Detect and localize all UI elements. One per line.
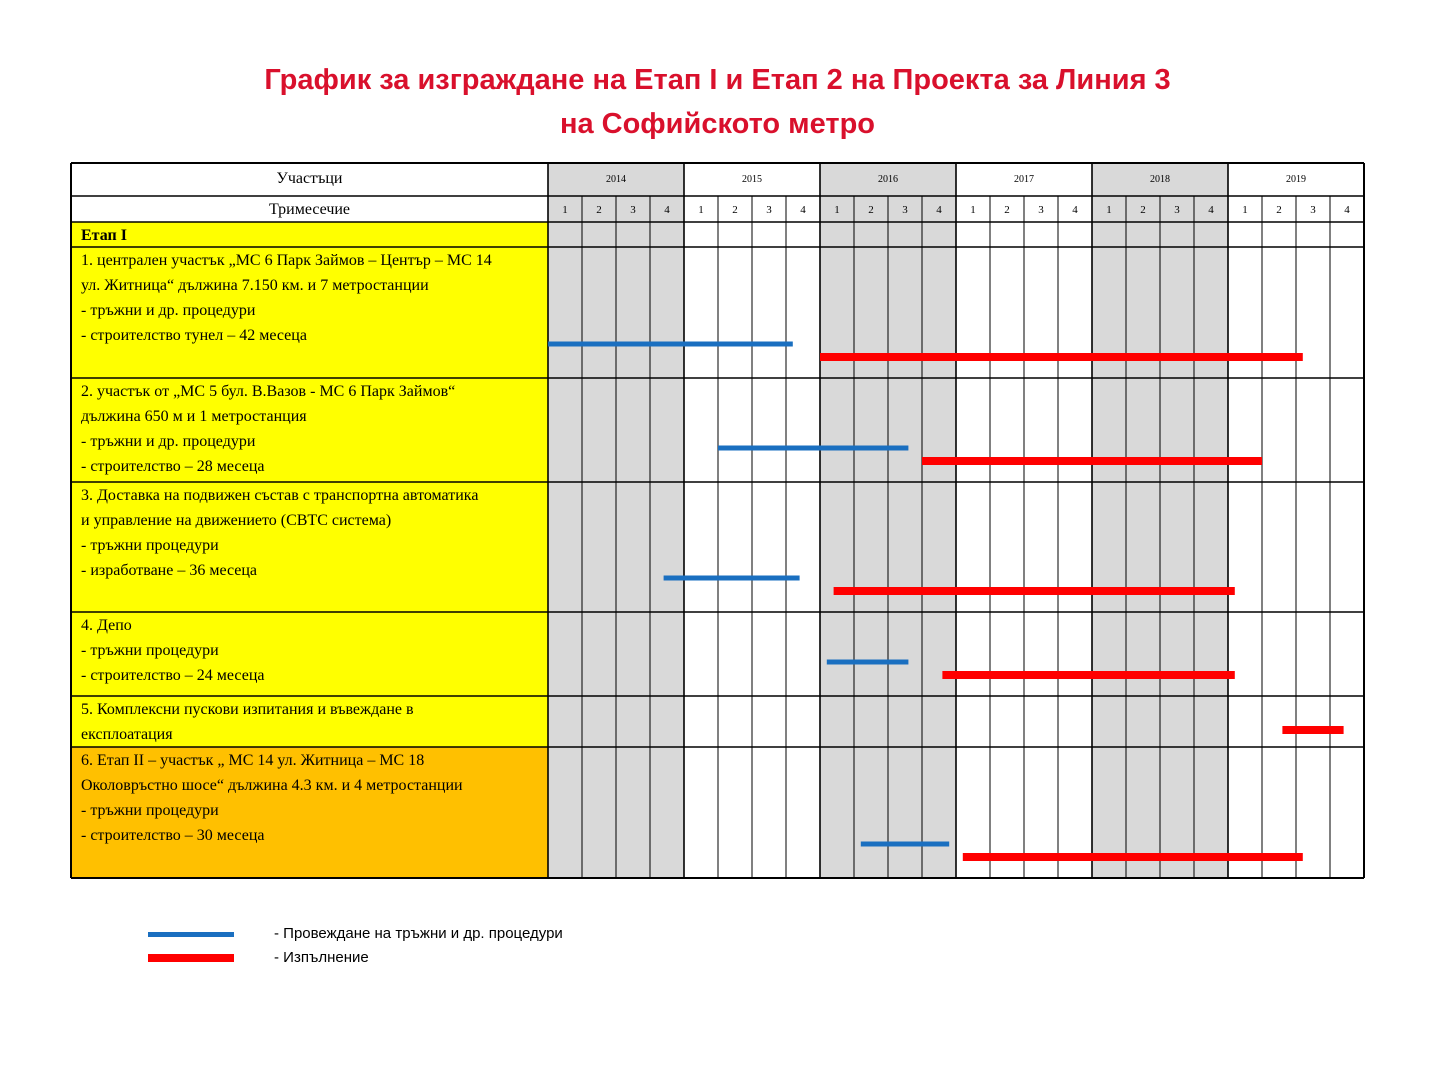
quarter-label: 1 <box>970 204 976 216</box>
legend-tender-line <box>148 932 234 937</box>
section-text-section2: - тръжни и др. процедури <box>81 433 256 450</box>
year-label-2018: 2018 <box>1150 174 1170 185</box>
quarter-label: 3 <box>630 204 636 216</box>
quarter-label: 3 <box>766 204 772 216</box>
section-text-section3: 3. Доставка на подвижен състав с транспортна автоматика <box>81 487 479 504</box>
quarter-label: 2 <box>1276 204 1282 216</box>
section-text-section1: - тръжни и др. процедури <box>81 302 256 319</box>
quarter-label: 4 <box>936 204 942 216</box>
year-label-2015: 2015 <box>742 174 762 185</box>
section-text-stage1: Етап I <box>81 227 127 244</box>
quarter-label: 1 <box>698 204 704 216</box>
quarter-label: 4 <box>1344 204 1350 216</box>
year-label-2017: 2017 <box>1014 174 1034 185</box>
quarter-label: 2 <box>596 204 602 216</box>
year-label-2016: 2016 <box>878 174 898 185</box>
legend-execution-label: - Изпълнение <box>274 949 369 966</box>
quarter-label: 1 <box>1106 204 1112 216</box>
section-text-section1: - строителство тунел – 42 месеца <box>81 327 307 344</box>
quarter-label: 2 <box>1004 204 1010 216</box>
header-sections: Участъци <box>276 170 343 187</box>
chart-title-line-2: на Софийското метро <box>559 108 876 140</box>
quarter-label: 2 <box>868 204 874 216</box>
legend-execution-line <box>148 954 234 962</box>
year-label-2014: 2014 <box>606 174 626 185</box>
quarter-label: 3 <box>1310 204 1316 216</box>
header-quarters: Тримесечие <box>268 201 351 218</box>
chart-title-line-1: График за изграждане на Етап I и Етап 2 на Проекта за Линия 3 <box>264 64 1171 96</box>
section-text-section4: - тръжни процедури <box>81 642 219 659</box>
year-label-2019: 2019 <box>1286 174 1306 185</box>
section-text-section2: 2. участък от „МС 5 бул. В.Вазов - МС 6 Парк Займов“ <box>81 383 456 400</box>
quarter-label: 4 <box>800 204 806 216</box>
section-text-section2: дължина 650 м и 1 метростанция <box>81 408 307 425</box>
section-text-section3: - тръжни процедури <box>81 537 219 554</box>
quarter-label: 1 <box>834 204 840 216</box>
section-text-section5: 5. Комплексни пускови изпитания и въвеждане в <box>81 701 414 718</box>
quarter-label: 4 <box>1072 204 1078 216</box>
section-text-section5: експлоатация <box>81 726 173 743</box>
section-text-section6: - тръжни процедури <box>81 802 219 819</box>
section-bg-stage1 <box>71 222 548 247</box>
quarter-label: 2 <box>1140 204 1146 216</box>
section-text-section1: ул. Житница“ дължина 7.150 км. и 7 метростанции <box>81 277 429 294</box>
quarter-label: 3 <box>1038 204 1044 216</box>
quarter-label: 4 <box>664 204 670 216</box>
section-text-section3: и управление на движението (CBTC система) <box>81 512 392 529</box>
legend-tender-label: - Провеждане на тръжни и др. процедури <box>274 925 563 942</box>
quarter-label: 3 <box>1174 204 1180 216</box>
section-text-section2: - строителство – 28 месеца <box>81 458 265 475</box>
quarter-label: 3 <box>902 204 908 216</box>
section-text-section6: 6. Етап II – участък „ МС 14 ул. Житница – МС 18 <box>81 752 425 769</box>
quarter-label: 2 <box>732 204 738 216</box>
section-text-section6: - строителство – 30 месеца <box>81 827 265 844</box>
section-text-section4: - строителство – 24 месеца <box>81 667 265 684</box>
section-text-section3: - изработване – 36 месеца <box>81 562 258 579</box>
section-text-section6: Околовръстно шосе“ дължина 4.3 км. и 4 метростанции <box>81 777 463 794</box>
section-text-section1: 1. централен участък „МС 6 Парк Займов – Център – МС 14 <box>81 252 492 269</box>
quarter-label: 1 <box>1242 204 1248 216</box>
section-text-section4: 4. Депо <box>81 617 132 634</box>
quarter-label: 4 <box>1208 204 1214 216</box>
quarter-label: 1 <box>562 204 568 216</box>
